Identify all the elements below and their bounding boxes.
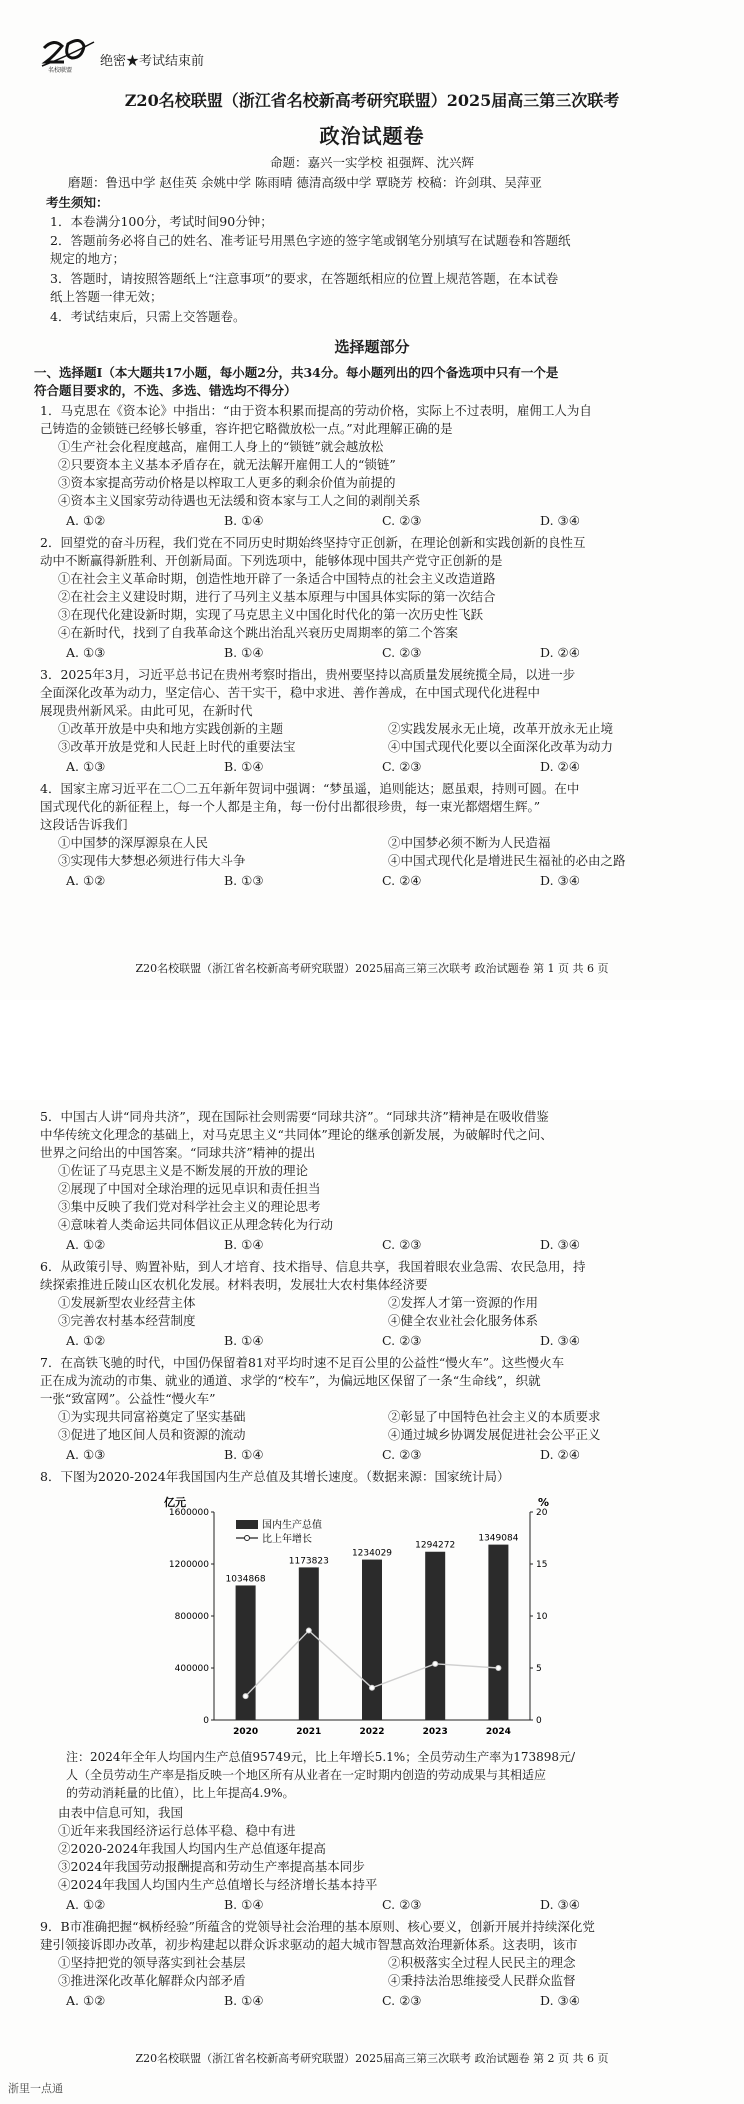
- option-c[interactable]: C. ②③: [382, 759, 422, 774]
- option-c[interactable]: C. ②③: [382, 1447, 422, 1462]
- option-d[interactable]: D. ③④: [540, 1237, 580, 1252]
- y-tick-label: 800000: [174, 1612, 209, 1622]
- option-c[interactable]: C. ②③: [382, 1993, 422, 2008]
- y2-tick-label: 5: [536, 1664, 542, 1674]
- question-4-stem: 4．国家主席习近平在二〇二五年新年贺词中强调：“梦虽遥，追则能达；愿虽艰，持则可圆。在中: [40, 781, 580, 796]
- question-9-stem: 9．B市准确把握“枫桥经验”所蕴含的党领导社会治理的基本原则、核心要义，创新开展并持续深化党: [40, 1919, 595, 1934]
- question-7-items: [58, 1426, 718, 1444]
- question-4-item: ④中国式现代化是增进民生福祉的必由之路: [388, 853, 626, 868]
- legend-bar-swatch: [236, 1520, 258, 1529]
- question-7-options: [66, 1446, 726, 1464]
- question-2-item: ③在现代化建设新时期，实现了马克思主义中国化时代化的第一次历史性飞跃: [58, 607, 484, 622]
- option-a[interactable]: A. ①②: [66, 1333, 106, 1348]
- question-7-item: ③促进了地区间人员和资源的流动: [58, 1427, 246, 1442]
- question-7-items: [58, 1408, 718, 1426]
- question-2-stem: 动中不断赢得新胜利、开创新局面。下列选项中，能够体现中国共产党守正创新的是: [40, 553, 503, 568]
- chart-legend: [236, 1518, 322, 1545]
- bar-data-label: 1034868: [225, 1574, 266, 1585]
- question-6-item: ③完善农村基本经营制度: [58, 1313, 196, 1328]
- question-8-lead: 由表中信息可知，我国: [58, 1805, 184, 1820]
- question-2-options: [66, 644, 726, 662]
- option-d[interactable]: D. ②④: [540, 1447, 580, 1462]
- question-1-stem: 己铸造的金锁链已经够长够重，容许把它略微放松一点。”对此理解正确的是: [40, 421, 453, 436]
- option-d[interactable]: D. ②④: [540, 759, 580, 774]
- question-9-item: ④秉持法治思维接受人民群众监督: [388, 1973, 576, 1988]
- question-8-note: 的劳动消耗量的比值），比上年提高4.9%。: [66, 1786, 295, 1800]
- chart-y2label: %: [538, 1496, 550, 1509]
- legend-line-marker: [245, 1536, 250, 1541]
- question-7-item: ④通过城乡协调发展促进社会公平正义: [388, 1427, 601, 1442]
- growth-point: [370, 1685, 375, 1690]
- page-1: [0, 0, 744, 1000]
- notice-line: 2．答题前务必将自己的姓名、准考证号用黑色字迹的签字笔或钢笔分别填写在试题卷和答题纸: [50, 233, 571, 248]
- secret-label: 绝密★考试结束前: [100, 54, 205, 69]
- option-b[interactable]: B. ①④: [224, 1447, 264, 1462]
- question-5-stem: 世界之问给出的中国答案。“同球共济”精神的提出: [40, 1145, 316, 1160]
- option-d[interactable]: D. ③④: [540, 873, 580, 888]
- question-1-options: [66, 512, 726, 530]
- gdp-bar: [236, 1585, 256, 1720]
- option-b[interactable]: B. ①④: [224, 513, 264, 528]
- option-d[interactable]: D. ②④: [540, 645, 580, 660]
- notice-line: 纸上答题一律无效；: [50, 289, 163, 304]
- page-footer: Z20名校联盟（浙江省名校新高考研究联盟）2025届高三第三次联考 政治试题卷 第 1 页 共 6 页: [135, 962, 609, 975]
- option-a[interactable]: A. ①②: [66, 1237, 106, 1252]
- y-tick-label: 0: [203, 1716, 209, 1726]
- x-tick-label: 2020: [233, 1727, 259, 1737]
- question-1-item: ③资本家提高劳动价格是以榨取工人更多的剩余价值为前提的: [58, 475, 396, 490]
- question-9-options: [66, 1992, 726, 2010]
- question-5-item: ④意味着人类命运共同体倡议正从理念转化为行动: [58, 1217, 334, 1232]
- question-2-item: ①在社会主义革命时期，创造性地开辟了一条适合中国特点的社会主义改造道路: [58, 571, 496, 586]
- question-8-item: ③2024年我国劳动报酬提高和劳动生产率提高基本同步: [58, 1859, 365, 1874]
- question-7-item: ①为实现共同富裕奠定了坚实基础: [58, 1409, 246, 1424]
- question-7-stem: 正在成为流动的市集、就业的通道、求学的“校车”，为偏远地区保留了一条“生命线”，织就: [40, 1373, 541, 1388]
- question-5-stem: 中华传统文化理念的基础上，对马克思主义“共同体”理论的继承创新发展，为破解时代之问、: [40, 1127, 553, 1142]
- question-2-stem: 2．回望党的奋斗历程，我们党在不同历史时期始终坚持守正创新，在理论创新和实践创新的良性互: [40, 535, 586, 550]
- section-intro: 一、选择题Ⅰ（本大题共17小题，每小题2分，共34分。每小题列出的四个备选项中只有一个是: [34, 365, 559, 380]
- question-6-stem: 续探索推进丘陵山区农机化发展。材料表明，发展壮大农村集体经济要: [40, 1277, 428, 1292]
- x-tick-label: 2023: [422, 1727, 448, 1737]
- question-5-item: ②展现了中国对全球治理的远见卓识和责任担当: [58, 1181, 321, 1196]
- y-tick-label: 1200000: [168, 1560, 209, 1570]
- notice-line: 3．答题时，请按照答题纸上“注意事项”的要求，在答题纸相应的位置上规范答题，在本试卷: [50, 271, 559, 286]
- watermark: 浙里一点通: [8, 2082, 63, 2095]
- question-5-item: ③集中反映了我们党对科学社会主义的理论思考: [58, 1199, 321, 1214]
- question-8-options: [66, 1896, 726, 1914]
- option-b[interactable]: B. ①④: [224, 1897, 264, 1912]
- authors-line: 命题：嘉兴一实学校 祖强辉、沈兴辉: [270, 155, 474, 170]
- legend-line-label: 比上年增长: [262, 1534, 312, 1545]
- section-intro: 符合题目要求的，不选、多选、错选均不得分）: [34, 383, 297, 398]
- option-b[interactable]: B. ①③: [224, 873, 264, 888]
- option-c[interactable]: C. ②③: [382, 1333, 422, 1348]
- gdp-bar: [425, 1552, 445, 1720]
- page-footer: Z20名校联盟（浙江省名校新高考研究联盟）2025届高三第三次联考 政治试题卷 第 2 页 共 6 页: [135, 2052, 609, 2065]
- question-5-stem: 5．中国古人讲“同舟共济”，现在国际社会则需要“同球共济”。“同球共济”精神是在吸收借鉴: [40, 1109, 549, 1124]
- gdp-bar: [362, 1560, 382, 1720]
- reviewers-line: 磨题：鲁迅中学 赵佳英 余姚中学 陈雨晴 德清高级中学 覃晓芳 校稿：许剑琪、吴萍亚: [68, 175, 542, 190]
- growth-point: [433, 1661, 438, 1666]
- option-a[interactable]: A. ①②: [66, 873, 106, 888]
- question-4-items: [58, 852, 718, 870]
- question-1-item: ④资本主义国家劳动待遇也无法缓和资本家与工人之间的剥削关系: [58, 493, 421, 508]
- option-d[interactable]: D. ③④: [540, 1897, 580, 1912]
- option-a[interactable]: A. ①③: [66, 759, 106, 774]
- question-8-item: ②2020-2024年我国人均国内生产总值逐年提高: [58, 1841, 326, 1856]
- option-c[interactable]: C. ②③: [382, 1237, 422, 1252]
- x-tick-label: 2024: [485, 1727, 511, 1737]
- gdp-bar: [299, 1567, 319, 1720]
- legend-bar-label: 国内生产总值: [262, 1520, 322, 1531]
- y2-tick-label: 20: [536, 1508, 548, 1518]
- question-9-item: ③推进深化改革化解群众内部矛盾: [58, 1973, 246, 1988]
- y2-tick-label: 10: [536, 1612, 548, 1622]
- bar-data-label: 1294272: [415, 1540, 456, 1551]
- question-3-item: ④中国式现代化要以全面深化改革为动力: [388, 739, 614, 754]
- exam-title: Z20名校联盟（浙江省名校新高考研究联盟）2025届高三第三次联考: [124, 91, 620, 110]
- option-d[interactable]: D. ③④: [540, 513, 580, 528]
- question-5-options: [66, 1236, 726, 1254]
- question-4-item: ③实现伟大梦想必须进行伟大斗争: [58, 853, 246, 868]
- notice-line: 4．考试结束后，只需上交答题卷。: [50, 309, 246, 324]
- option-b[interactable]: B. ①④: [224, 645, 264, 660]
- growth-point: [243, 1694, 248, 1699]
- question-8-note: 注：2024年全年人均国内生产总值95749元，比上年增长5.1%；全员劳动生产率为173898元/: [66, 1750, 576, 1764]
- question-4-stem: 这段话告诉我们: [40, 817, 128, 832]
- option-b[interactable]: B. ①④: [224, 1237, 264, 1252]
- question-6-stem: 6．从政策引导、购置补贴，到人才培育、技术指导、信息共享，我国着眼农业急需、农民急用，持: [40, 1259, 586, 1274]
- page-2: [0, 1100, 744, 2104]
- question-7-item: ②彰显了中国特色社会主义的本质要求: [388, 1409, 601, 1424]
- question-7-stem: 7．在高铁飞驰的时代，中国仍保留着81对平均时速不足百公里的公益性“慢火车”。这些慢火车: [40, 1355, 565, 1370]
- growth-point: [306, 1628, 311, 1633]
- growth-point: [496, 1666, 501, 1671]
- logo-text: 名校联盟: [48, 67, 73, 74]
- notice-heading: 考生须知：: [46, 195, 109, 210]
- question-1-item: ①生产社会化程度越高，雇佣工人身上的“锁链”就会越放松: [58, 439, 384, 454]
- notice-line: 1．本卷满分100分，考试时间90分钟；: [50, 214, 273, 229]
- x-tick-label: 2022: [359, 1727, 385, 1737]
- question-3-items: [58, 738, 718, 756]
- question-6-options: [66, 1332, 726, 1350]
- question-5-item: ①佐证了马克思主义是不断发展的开放的理论: [58, 1163, 309, 1178]
- option-a[interactable]: A. ①②: [66, 513, 106, 528]
- question-3-stem: 全面深化改革为动力，坚定信心、苦干实干，稳中求进、善作善成，在中国式现代化进程中: [40, 685, 541, 700]
- question-4-stem: 国式现代化的新征程上，每一个人都是主角，每一份付出都很珍贵，每一束光都熠熠生辉。”: [40, 799, 541, 814]
- question-3-item: ①改革开放是中央和地方实践创新的主题: [58, 721, 284, 736]
- chart-ylabel: 亿元: [164, 1496, 186, 1509]
- question-4-items: [58, 834, 718, 852]
- option-a[interactable]: A. ①②: [66, 1993, 106, 2008]
- option-b[interactable]: B. ①④: [224, 759, 264, 774]
- page-gap: [0, 1000, 744, 1100]
- option-b[interactable]: B. ①④: [224, 1333, 264, 1348]
- option-d[interactable]: D. ③④: [540, 1993, 580, 2008]
- question-4-item: ②中国梦必须不断为人民造福: [388, 835, 551, 850]
- gdp-chart: [150, 1492, 570, 1742]
- option-c[interactable]: C. ②③: [382, 1897, 422, 1912]
- question-6-item: ①发展新型农业经营主体: [58, 1295, 196, 1310]
- question-6-item: ④健全农业社会化服务体系: [388, 1313, 539, 1328]
- question-3-items: [58, 720, 718, 738]
- question-8-stem: 8．下图为2020-2024年我国国内生产总值及其增长速度。（数据来源：国家统计局）: [40, 1469, 510, 1484]
- question-2-item: ②在社会主义建设时期，进行了马列主义基本原理与中国具体实际的第一次结合: [58, 589, 496, 604]
- question-6-item: ②发挥人才第一资源的作用: [388, 1295, 539, 1310]
- y-tick-label: 1600000: [168, 1508, 209, 1518]
- question-4-item: ①中国梦的深厚源泉在人民: [58, 835, 209, 850]
- bar-data-label: 1349084: [478, 1533, 519, 1544]
- question-8-item: ①近年来我国经济运行总体平稳、稳中有进: [58, 1823, 296, 1838]
- question-9-stem: 建引领接诉即办改革，初步构建起以群众诉求驱动的超大城市智慧高效治理新体系。这表明，该市: [40, 1937, 578, 1952]
- y-tick-label: 400000: [174, 1664, 209, 1674]
- question-9-items: [58, 1972, 718, 1990]
- question-9-items: [58, 1954, 718, 1972]
- question-9-item: ①坚持把党的领导落实到社会基层: [58, 1955, 246, 1970]
- question-3-options: [66, 758, 726, 776]
- question-4-options: [66, 872, 726, 890]
- question-6-items: [58, 1312, 718, 1330]
- question-2-item: ④在新时代，找到了自我革命这个跳出治乱兴衰历史周期率的第二个答案: [58, 625, 459, 640]
- paper-title: 政治试题卷: [319, 124, 425, 148]
- gdp-bar: [488, 1545, 508, 1720]
- question-3-item: ③改革开放是党和人民赶上时代的重要法宝: [58, 739, 296, 754]
- question-1-stem: 1．马克思在《资本论》中指出：“由于资本积累而提高的劳动价格，实际上不过表明，雇佣工人为自: [40, 403, 592, 418]
- y2-tick-label: 15: [536, 1560, 548, 1570]
- option-c[interactable]: C. ②③: [382, 513, 422, 528]
- question-3-stem: 展现贵州新风采。由此可见，在新时代: [40, 703, 253, 718]
- question-8-note: 人（全员劳动生产率是指反映一个地区所有从业者在一定时期内创造的劳动成果与其相适应: [66, 1768, 547, 1782]
- x-tick-label: 2021: [296, 1727, 322, 1737]
- notice-line: 规定的地方；: [50, 251, 126, 266]
- option-c[interactable]: C. ②③: [382, 645, 422, 660]
- question-6-items: [58, 1294, 718, 1312]
- option-a[interactable]: A. ①③: [66, 1447, 106, 1462]
- option-c[interactable]: C. ②④: [382, 873, 422, 888]
- question-7-stem: 一张“致富网”。公益性“慢火车”: [40, 1391, 216, 1406]
- question-3-item: ②实践发展永无止境，改革开放永无止境: [388, 721, 614, 736]
- section-title: 选择题部分: [334, 338, 410, 356]
- question-1-item: ②只要资本主义基本矛盾存在，就无法解开雇佣工人的“锁链”: [58, 457, 396, 472]
- question-8-item: ④2024年我国人均国内生产总值增长与经济增长基本持平: [58, 1877, 378, 1892]
- option-d[interactable]: D. ③④: [540, 1333, 580, 1348]
- option-b[interactable]: B. ①④: [224, 1993, 264, 2008]
- question-9-item: ②积极落实全过程人民民主的理念: [388, 1955, 576, 1970]
- bar-data-label: 1234029: [351, 1548, 393, 1559]
- bar-data-label: 1173823: [288, 1556, 329, 1567]
- y2-tick-label: 0: [536, 1716, 542, 1726]
- option-a[interactable]: A. ①②: [66, 1897, 106, 1912]
- question-3-stem: 3．2025年3月，习近平总书记在贵州考察时指出，贵州要坚持以高质量发展统揽全局，以进一步: [40, 667, 576, 682]
- option-a[interactable]: A. ①③: [66, 645, 106, 660]
- z20-logo-icon: [40, 36, 96, 74]
